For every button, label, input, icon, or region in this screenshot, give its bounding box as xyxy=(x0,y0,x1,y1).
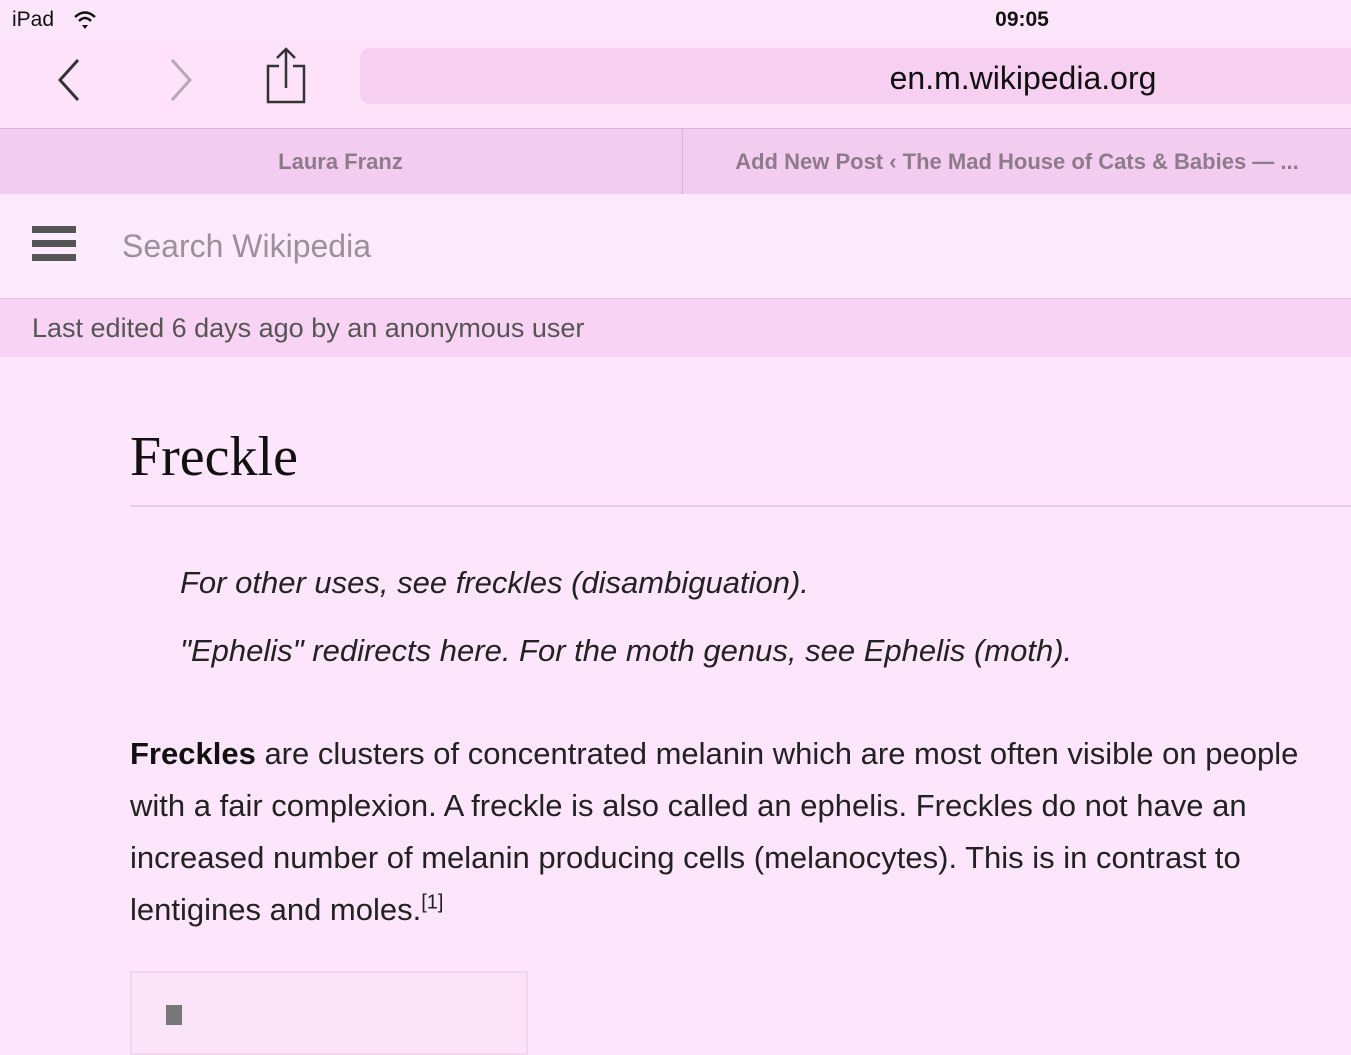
hatnote xyxy=(180,565,809,601)
tab-laura-franz[interactable]: Laura Franz xyxy=(278,149,403,174)
share-icon xyxy=(256,44,316,108)
chevron-right-icon xyxy=(150,52,210,108)
hamburger-menu-icon[interactable] xyxy=(32,226,76,266)
title-divider xyxy=(130,505,1351,507)
hatnote xyxy=(180,633,1072,669)
hatnote-link[interactable]: freckles (disambiguation) xyxy=(455,565,801,600)
address-bar[interactable] xyxy=(360,48,1351,104)
hatnote-suffix: . xyxy=(800,565,809,600)
clock: 09:05 xyxy=(995,8,1049,31)
share-button[interactable] xyxy=(256,44,316,100)
last-edited-link[interactable]: Last edited 6 days ago by an anonymous user xyxy=(32,313,585,343)
search-input[interactable] xyxy=(110,222,734,270)
back-button[interactable] xyxy=(40,52,100,108)
hatnote-link[interactable]: Ephelis (moth) xyxy=(863,633,1064,668)
page-title: Freckle xyxy=(130,426,298,488)
reference-link[interactable]: [1] xyxy=(421,891,444,914)
url-text[interactable]: en.m.wikipedia.org xyxy=(889,60,1157,96)
last-edited-bar[interactable] xyxy=(0,299,1351,357)
hatnote-suffix: . xyxy=(1063,633,1073,668)
intro-paragraph xyxy=(130,728,1351,936)
chevron-left-icon xyxy=(40,52,100,108)
browser-toolbar xyxy=(0,42,1351,128)
tab-add-new-post[interactable]: Add New Post ‹ The Mad House of Cats & Babies — ... xyxy=(682,129,1351,194)
table-of-contents[interactable] xyxy=(130,971,528,1055)
toc-icon xyxy=(166,1005,182,1025)
hatnote-text: "Ephelis" redirects here. For the moth genus, see xyxy=(180,633,864,668)
wiki-header xyxy=(0,194,1351,299)
intro-bold-term: Freckles xyxy=(130,736,256,771)
status-bar xyxy=(0,0,1351,42)
hatnote-text: For other uses, see xyxy=(180,565,456,600)
intro-text: are clusters of concentrated melanin which are most often visible on people with a fair complexion. A freckle is also called an ephelis. Freckles do not have an increased number of melanin producing cells (melanocytes). This is in contrast to lentigines and moles. xyxy=(130,736,1299,927)
device-name: iPad xyxy=(12,8,55,31)
tab-bar xyxy=(0,128,1351,195)
forward-button[interactable] xyxy=(150,52,210,108)
